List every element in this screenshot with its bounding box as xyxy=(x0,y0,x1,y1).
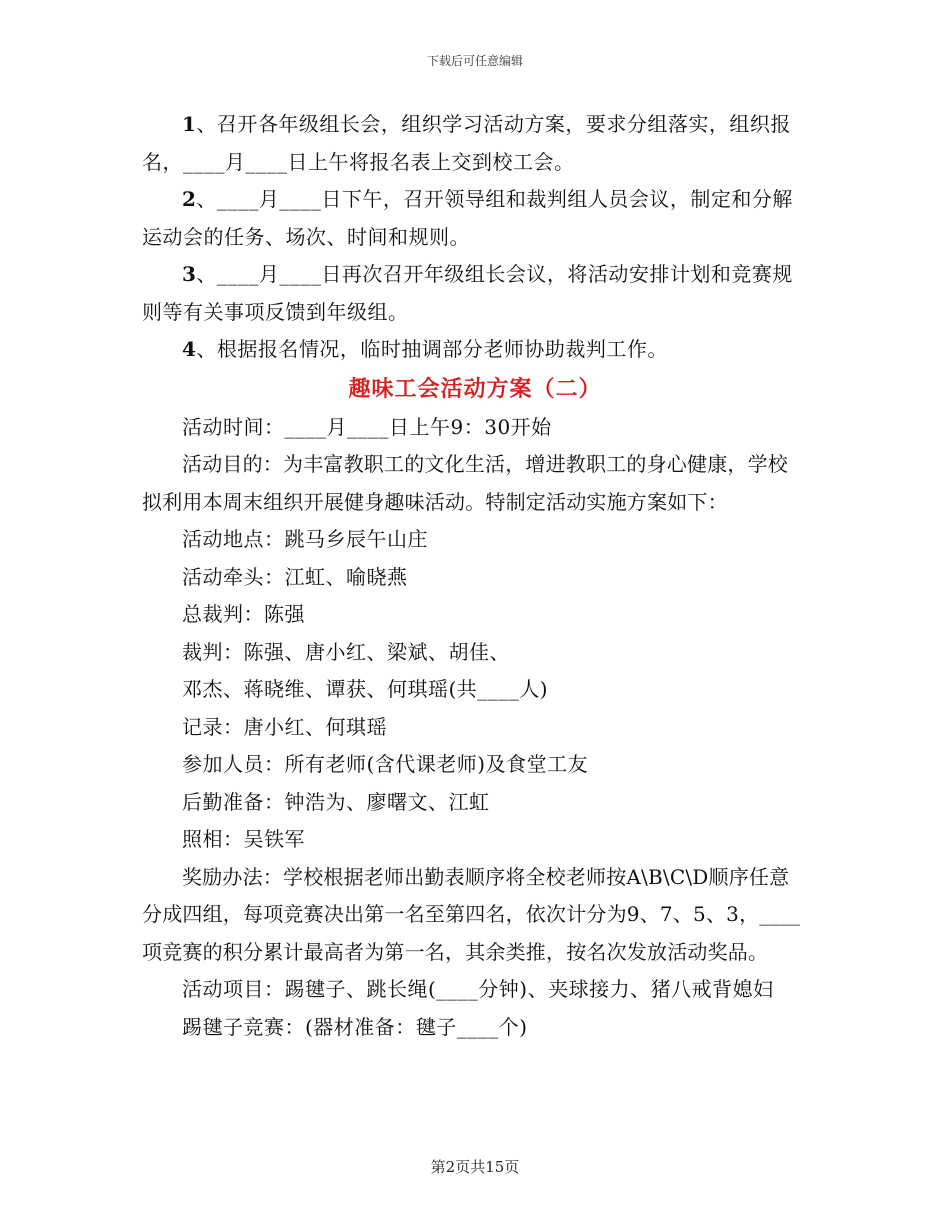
item-text: 、召开各年级组长会，组织学习活动方案，要求分组落实，组织报名，____月____日上午将报名表上交到校工会。 xyxy=(142,112,791,174)
item-text: 、____月____日下午，召开领导组和裁判组人员会议，制定和分解运动会的任务、场次、时间和规则。 xyxy=(142,187,793,249)
paragraph-recorders: 记录：唐小红、何琪瑶 xyxy=(182,714,387,739)
item-number: 2 xyxy=(182,187,197,211)
paragraph-activity-time: 活动时间：____月____日上午9：30开始 xyxy=(182,414,552,439)
list-item xyxy=(142,106,808,181)
paragraph-reward-method: 奖励办法：学校根据老师出勤表顺序将全校老师按A\B\C\D顺序任意分成四组，每项竞赛决出第一名至第四名，依次计分为9、7、5、3，____项竞赛的积分累计最高者为第一名，其余类推，按名次发放活动奖品。 xyxy=(142,864,801,964)
paragraph-photography: 照相：吴铁军 xyxy=(182,827,305,851)
paragraph-activity-items: 活动项目：踢毽子、跳长绳(____分钟)、夹球接力、猪八戒背媳妇 xyxy=(182,977,774,1001)
paragraph-participants: 参加人员：所有老师(含代课老师)及食堂工友 xyxy=(182,752,589,776)
paragraph-activity-purpose: 活动目的：为丰富教职工的文化生活，增进教职工的身心健康，学校拟利用本周末组织开展健身趣味活动。特制定活动实施方案如下： xyxy=(142,452,788,514)
item-number: 1 xyxy=(182,112,197,136)
item-text: 、____月____日再次召开年级组长会议，将活动安排计划和竞赛规则等有关事项反馈到年级组。 xyxy=(142,262,793,324)
page-footer: 第2页共15页 xyxy=(430,1158,520,1176)
page-header: 下载后可任意编辑 xyxy=(426,54,523,68)
list-item xyxy=(142,331,808,369)
paragraph-referees: 裁判：陈强、唐小红、梁斌、胡佳、 xyxy=(182,639,510,664)
item-text: 、根据报名情况，临时抽调部分老师协助裁判工作。 xyxy=(196,337,668,361)
item-number: 3 xyxy=(182,262,197,286)
item-number: 4 xyxy=(182,337,197,361)
paragraph-referees-continued: 邓杰、蒋晓维、谭获、何琪瑶(共____人) xyxy=(182,677,549,701)
paragraph-logistics: 后勤准备：钟浩为、廖曙文、江虹 xyxy=(182,789,490,814)
paragraph-activity-location: 活动地点：跳马乡辰午山庄 xyxy=(182,527,428,551)
list-item xyxy=(142,256,808,331)
paragraph-activity-lead: 活动牵头：江虹、喻晓燕 xyxy=(182,564,408,589)
section-title: 趣味工会活动方案（二） xyxy=(348,375,602,402)
paragraph-shuttlecock-contest: 踢毽子竞赛：(器材准备：毽子____个) xyxy=(182,1014,528,1039)
document-body xyxy=(142,106,808,1046)
paragraph-chief-referee: 总裁判：陈强 xyxy=(182,602,305,626)
list-item xyxy=(142,181,808,256)
